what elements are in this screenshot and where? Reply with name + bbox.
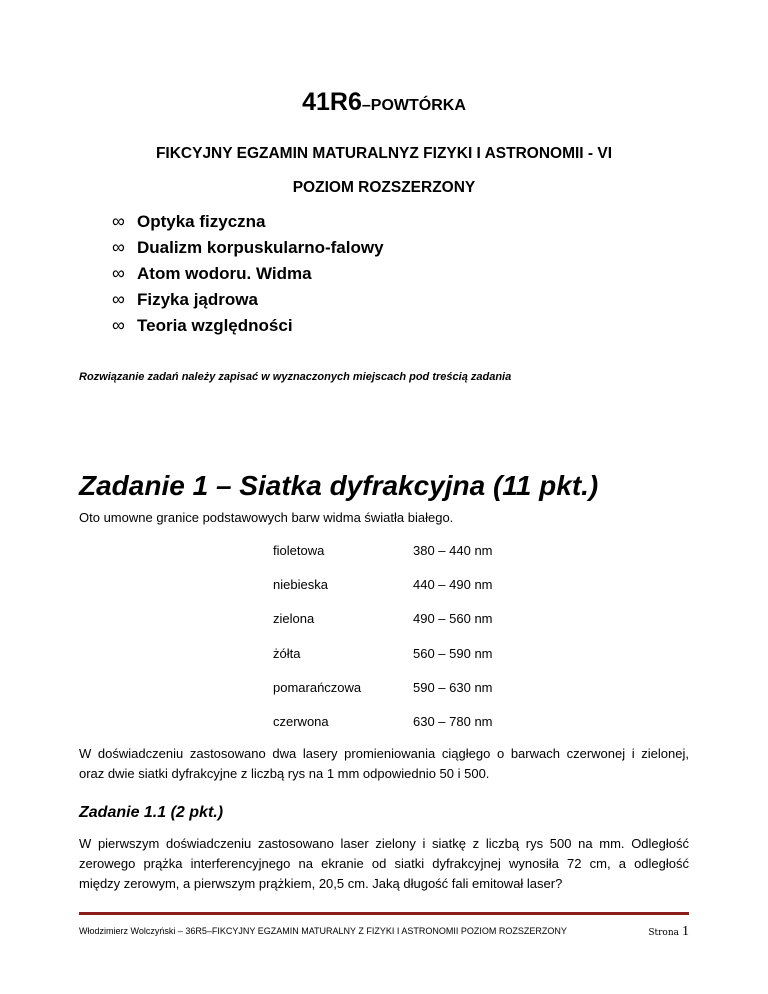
infinity-bullet-icon: ∞ — [112, 237, 125, 257]
topic-label: Fizyka jądrowa — [137, 290, 258, 309]
title-suffix: –POWTÓRKA — [361, 97, 466, 114]
table-row — [273, 602, 493, 636]
color-name: zielona — [273, 611, 315, 627]
task-setup-paragraph — [79, 744, 689, 784]
color-name: czerwona — [273, 714, 329, 730]
spectrum-colors-table — [273, 533, 493, 739]
infinity-bullet-icon: ∞ — [112, 289, 125, 309]
topics-list — [112, 208, 384, 338]
table-row — [273, 704, 493, 738]
topic-item — [112, 208, 384, 234]
color-name: żółta — [273, 645, 301, 661]
color-range: 380 – 440 nm — [413, 542, 493, 558]
infinity-bullet-icon: ∞ — [112, 211, 125, 231]
table-row — [273, 636, 493, 670]
exam-level: POZIOM ROZSZERZONY — [292, 179, 476, 196]
topic-item — [112, 234, 384, 260]
task-intro: Oto umowne granice podstawowych barw widma światła białego. — [79, 510, 454, 525]
table-row — [273, 670, 493, 704]
topic-label: Dualizm korpuskularno-falowy — [137, 238, 384, 257]
topic-label: Optyka fizyczna — [137, 212, 266, 231]
page-label: Strona — [648, 928, 679, 938]
color-name: fioletowa — [273, 542, 325, 558]
footer-author-text: Włodzimierz Wolczyński – 36R5–FIKCYJNY EGZAMIN MATURALNY Z FIZYKI I ASTRONOMII POZIOM ROZSZERZONY — [79, 926, 567, 936]
title-code: 41R6 — [302, 88, 362, 116]
table-row — [273, 567, 493, 601]
page-number-value: 1 — [682, 924, 689, 939]
topic-item — [112, 286, 384, 312]
paragraph-line: W pierwszym doświadczeniu zastosowano laser zielony i siatkę z liczbą rys 500 na mm. Odległość — [79, 836, 689, 851]
paragraph-line: zerowego prążka interferencyjnego na ekranie od siatki dyfrakcyjnej wynosiła 72 cm, a odległość — [79, 856, 689, 871]
paragraph-line: między zerowym, a pierwszym prążkiem, 20,5 cm. Jaką długość fali emitował laser? — [79, 876, 563, 891]
paragraph-line: W doświadczeniu zastosowano dwa lasery promieniowania ciągłego o barwach czerwonej i zielonej, — [79, 746, 689, 761]
document-title — [0, 88, 768, 117]
exam-subtitle: FIKCYJNY EGZAMIN MATURALNYZ FIZYKI I ASTRONOMII - VI — [155, 145, 613, 162]
page-number — [648, 922, 689, 940]
infinity-bullet-icon: ∞ — [112, 263, 125, 283]
infinity-bullet-icon: ∞ — [112, 315, 125, 335]
subtask-question-paragraph — [79, 834, 689, 894]
color-range: 630 – 780 nm — [413, 714, 493, 730]
table-row — [273, 533, 493, 567]
topic-item — [112, 312, 384, 338]
color-range: 440 – 490 nm — [413, 576, 493, 592]
subtask-heading: Zadanie 1.1 (2 pkt.) — [79, 804, 224, 821]
footer-rule — [79, 912, 689, 915]
color-range: 590 – 630 nm — [413, 679, 493, 695]
color-name: niebieska — [273, 576, 328, 592]
topic-item — [112, 260, 384, 286]
color-range: 490 – 560 nm — [413, 611, 493, 627]
paragraph-line: oraz dwie siatki dyfrakcyjne z liczbą rys na 1 mm odpowiednio 50 i 500. — [79, 766, 490, 781]
color-range: 560 – 590 nm — [413, 645, 493, 661]
topic-label: Teoria względności — [137, 316, 293, 335]
color-name: pomarańczowa — [273, 679, 362, 695]
instructions-note: Rozwiązanie zadań należy zapisać w wyznaczonych miejscach pod treścią zadania — [79, 371, 512, 383]
topic-label: Atom wodoru. Widma — [137, 264, 312, 283]
task-heading: Zadanie 1 – Siatka dyfrakcyjna (11 pkt.) — [79, 470, 599, 501]
